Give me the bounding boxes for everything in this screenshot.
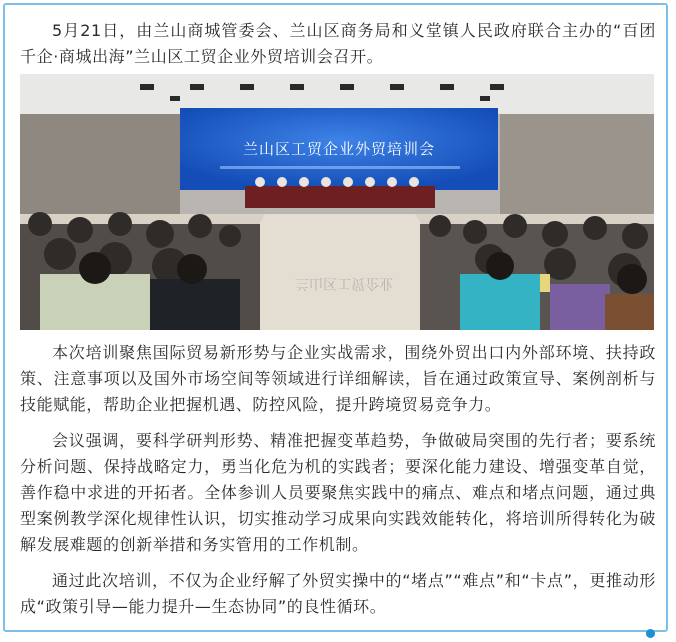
- banner-title: 兰山区工贸企业外贸培训会: [242, 140, 436, 158]
- paragraph-conclusion: 通过此次培训，不仅为企业纾解了外贸实操中的“堵点”“难点”和“卡点”，更推动形成“政策引导—能力提升—生态协同”的良性循环。: [20, 571, 656, 616]
- corner-dot-icon: [646, 629, 655, 638]
- paragraph-meeting-emphasis: 会议强调，要科学研判形势、精准把握变革趋势，争做破局突围的先行者；要系统分析问题、保持战略定力，勇当化危为机的实践者；要深化能力建设、增强变革自觉，善作稳中求进的开拓者。全体参训人员要聚焦实践中的痛点、难点和堵点问题，通过典型案例教学深化规律性认识，切实推动学习成果向实践效能转化，将培训所得转化为破解发展难题的创新举措和务实管用的工作机制。: [20, 431, 656, 554]
- svg-text:兰山区工贸企业: 兰山区工贸企业: [295, 275, 393, 291]
- meeting-photo: [20, 74, 654, 330]
- paragraph-intro: 5月21日，由兰山商城管委会、兰山区商务局和义堂镇人民政府联合主办的“百团千企·商城出海”兰山区工贸企业外贸培训会召开。: [20, 21, 656, 66]
- paragraph-training-focus: 本次培训聚焦国际贸易新形势与企业实战需求，围绕外贸出口内外部环境、扶持政策、注意事项以及国外市场空间等领域进行详细解读，旨在通过政策宣导、案例剖析与技能赋能，帮助企业把握机遇、防控风险，提升跨境贸易竞争力。: [20, 343, 656, 414]
